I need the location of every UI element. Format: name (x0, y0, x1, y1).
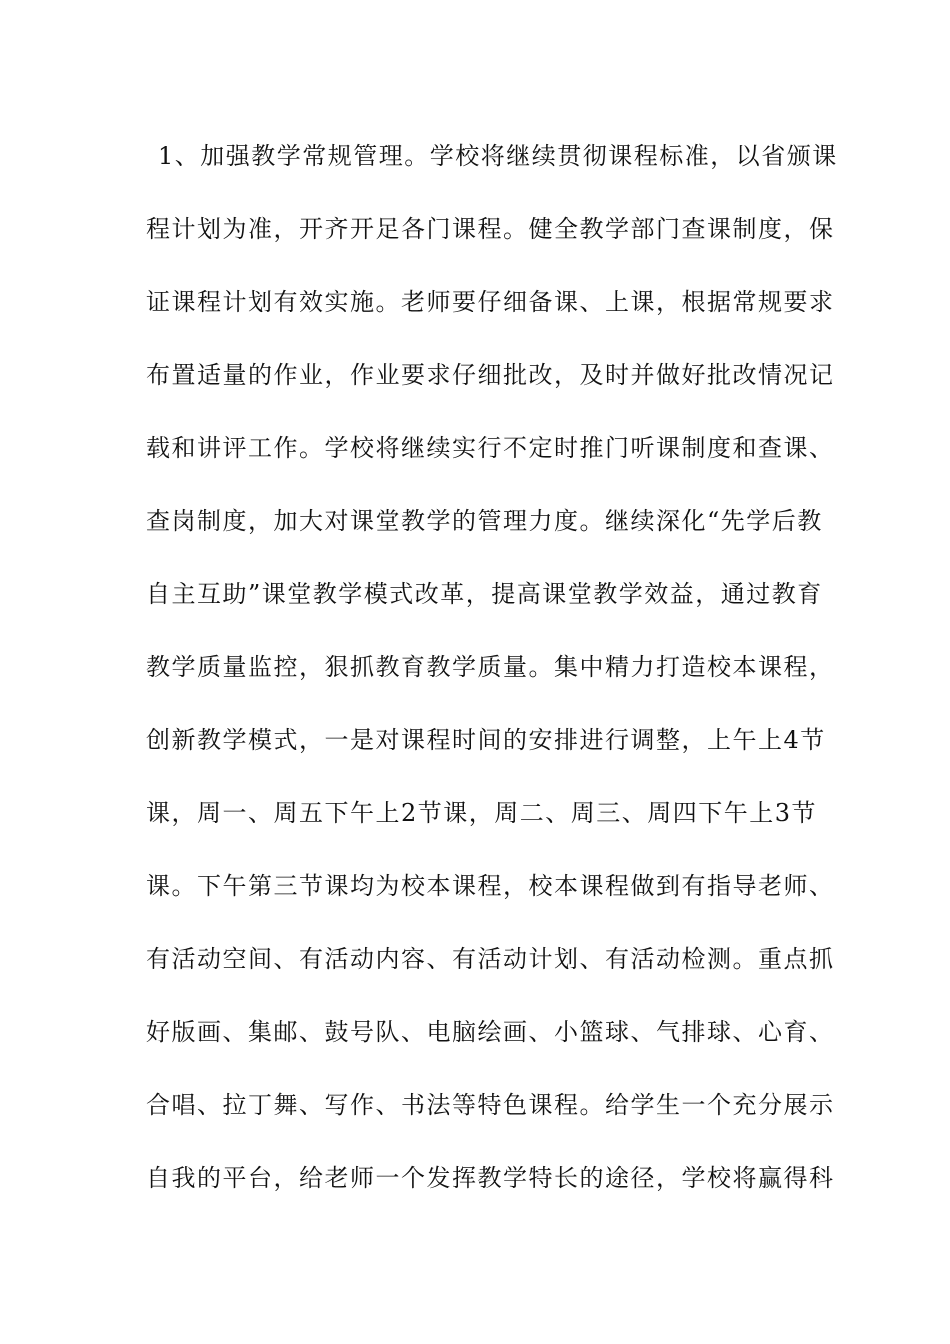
paragraph-line: 布置适量的作业，作业要求仔细批改，及时并做好批改情况记 (146, 361, 835, 389)
paragraph-line: 有活动空间、有活动内容、有活动计划、有活动检测。重点抓 (146, 945, 835, 973)
paragraph-line: 自我的平台，给老师一个发挥教学特长的途径，学校将赢得科 (146, 1164, 835, 1192)
paragraph-line: 教学质量监控，狠抓教育教学质量。集中精力打造校本课程， (146, 653, 835, 681)
paragraph-line: 1、加强教学常规管理。学校将继续贯彻课程标准，以省颁课 (158, 142, 838, 170)
paragraph-line: 课。下午第三节课均为校本课程，校本课程做到有指导老师、 (146, 872, 835, 900)
paragraph-line: 查岗制度，加大对课堂教学的管理力度。继续深化“先学后教 (146, 507, 823, 535)
body-paragraph (146, 132, 838, 1227)
paragraph-line: 合唱、拉丁舞、写作、书法等特色课程。给学生一个充分展示 (146, 1091, 835, 1119)
paragraph-line: 自主互助”课堂教学模式改革，提高课堂教学效益，通过教育 (146, 580, 823, 608)
paragraph-line: 创新教学模式，一是对课程时间的安排进行调整，上午上4节 (146, 726, 826, 754)
paragraph-line: 课，周一、周五下午上2节课，周二、周三、周四下午上3节 (146, 799, 818, 827)
paragraph-line: 程计划为准，开齐开足各门课程。健全教学部门查课制度，保 (146, 215, 835, 243)
paragraph-line: 好版画、集邮、鼓号队、电脑绘画、小篮球、气排球、心育、 (146, 1018, 835, 1046)
paragraph-line: 证课程计划有效实施。老师要仔细备课、上课，根据常规要求 (146, 288, 835, 316)
paragraph-line: 载和讲评工作。学校将继续实行不定时推门听课制度和查课、 (146, 434, 835, 462)
